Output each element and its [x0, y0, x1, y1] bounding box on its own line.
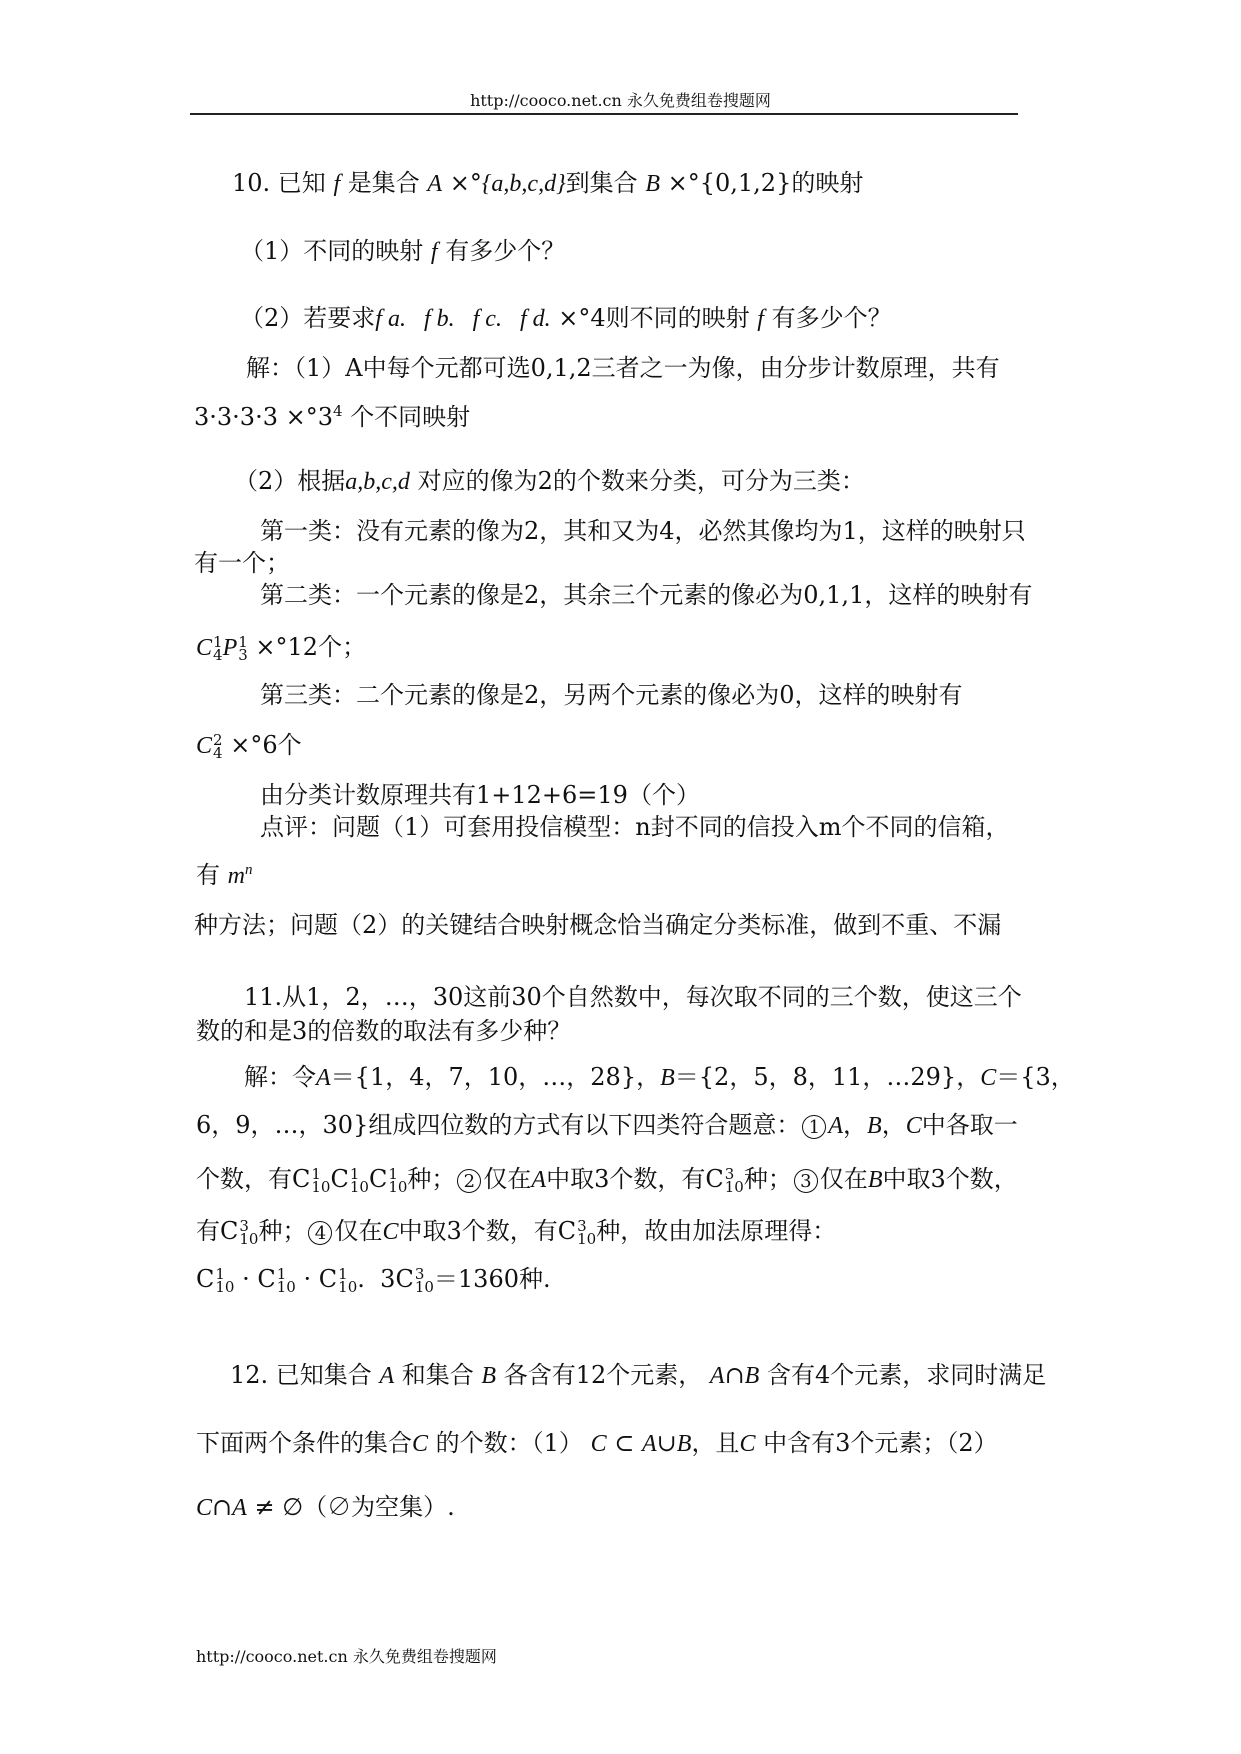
q10-case1-line1: 第一类：没有元素的像为2，其和又为4，必然其像均为1，这样的映射只 [260, 517, 1026, 545]
q10-title: 10. 已知 f 是集合 A ×°{a,b,c,d}到集合 B ×°{0,1,2}的映射 [232, 169, 864, 197]
q10-total: 由分类计数原理共有1+12+6=19（个） [260, 781, 700, 809]
page-header: http://cooco.net.cn 永久免费组卷搜题网 [470, 91, 771, 110]
q12-line2: 下面两个条件的集合C 的个数：（1） C ⊂ A∪B，且C 中含有3个元素；（2） [196, 1429, 998, 1457]
q10-solution2: （2）根据a,b,c,d 对应的像为2的个数来分类，可分为三类： [234, 467, 865, 495]
q11-line4: 6，9，…，30}组成四位数的方式有以下四类符合题意： 1 A，B，C中各取一 [196, 1111, 1018, 1139]
q10-case3-line2: C 2 4 ×°6个 [196, 730, 302, 762]
q10-review-line1: 点评：问题（1）可套用投信模型：n封不同的信投入m个不同的信箱， [260, 813, 1010, 841]
q10-review-line2: 有 $m^n$ [196, 861, 253, 889]
q10-part2: （2）若要求f a. f b. f c. f d. ×°4则不同的映射 f 有多少个？ [240, 304, 892, 332]
q10-solution1-line1: 解：（1）A中每个元都可选0,1,2三者之一为像，由分步计数原理，共有 [246, 354, 1000, 382]
q10-case3-line1: 第三类：二个元素的像是2，另两个元素的像必为0，这样的映射有 [260, 681, 963, 709]
q11-line1: 11.从1，2，…，30这前30个自然数中，每次取不同的三个数，使这三个 [244, 983, 1022, 1011]
header-rule [190, 113, 1018, 115]
q12-line3: C∩A ≠ ∅（∅为空集）. [196, 1493, 455, 1521]
q11-line6: 有C 3 10 种； 4 仅在C中取3个数，有C 3 10 种，故由加法原理得： [196, 1216, 837, 1248]
page-footer: http://cooco.net.cn 永久免费组卷搜题网 [196, 1647, 497, 1666]
q11-line5: 个数，有C 1 10 C 1 10 C 1 10 种； 2 仅在A中取3个数，有C 3 10 种； 3 仅在B中取3个数， [196, 1164, 1018, 1196]
q10-review-line3: 种方法；问题（2）的关键结合映射概念恰当确定分类标准，做到不重、不漏 [194, 911, 1002, 939]
q11-line2: 数的和是3的倍数的取法有多少种？ [196, 1017, 572, 1045]
q10-case2-line1: 第二类：一个元素的像是2，其余三个元素的像必为0,1,1，这样的映射有 [260, 581, 1033, 609]
q11-line7: C 1 10 · C 1 10 · C 1 10 . 3C 3 10 ＝1360种. [196, 1264, 551, 1296]
q10-part1: （1）不同的映射 f 有多少个？ [240, 237, 566, 265]
q11-line3: 解：令A＝{1，4，7，10，…，28}，B＝{2，5，8，11，…29}，C＝{3， [244, 1063, 1075, 1091]
q10-solution1-line2: $3\cdot 3\cdot 3\cdot 3 \times^\circ 3^4$ 个不同映射 [194, 402, 471, 431]
q10-case1-line2: 有一个； [194, 549, 290, 577]
q10-case2-line2: C 1 4 P 1 3 ×°12个； [196, 632, 367, 664]
q12-line1: 12. 已知集合 A 和集合 B 各含有12个元素， A∩B 含有4个元素，求同时满足 [230, 1361, 1047, 1389]
